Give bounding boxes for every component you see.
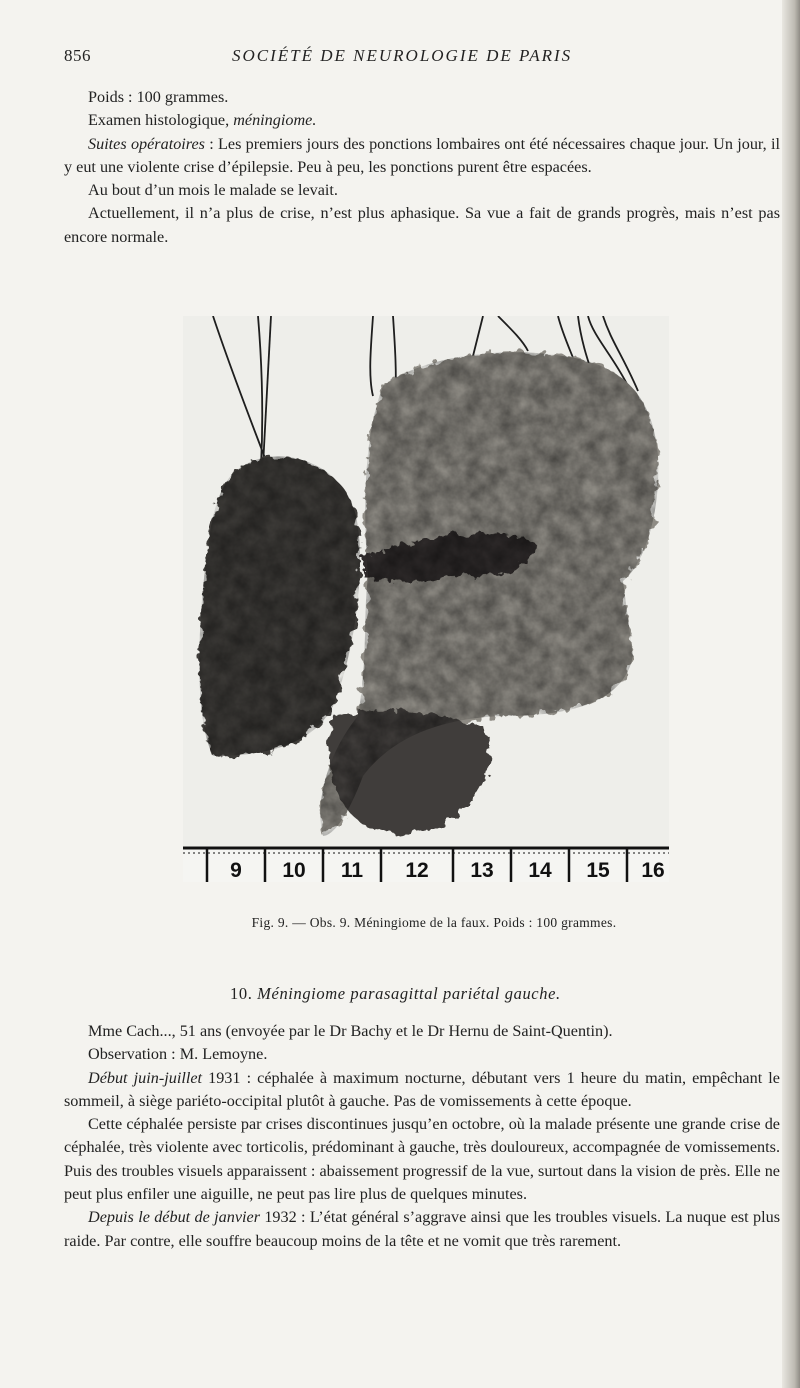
depuis-label: Depuis le début de janvier (88, 1208, 260, 1227)
suites-text: : Les premiers jours des ponctions lombaires ont été nécessaires chaque jour. Un jour, il y eut une violente crise d’épilepsie. Peu à peu, les ponctions purent être espacées. (64, 134, 780, 176)
depuis-text: 1932 : L’état général s’aggrave ainsi que les troubles visuels. La nuque est plus raide. Par contre, elle souffre beaucoup moins de la tête et ne vomit que très rarement. (64, 1208, 781, 1250)
ruler-label-15: 15 (586, 859, 610, 882)
section-title-text: Méningiome parasagittal pariétal gauche. (257, 984, 561, 1003)
measurement-ruler (183, 846, 669, 882)
ruler-label-14: 14 (528, 859, 552, 882)
page-number: 856 (64, 46, 91, 65)
histology-line (64, 109, 780, 132)
running-head (64, 46, 776, 74)
debut-label: Début juin-juillet (88, 1068, 202, 1087)
specimen-photograph (183, 316, 669, 882)
histology-value: méningiome. (233, 111, 317, 130)
histology-label: Examen histologique, (88, 111, 230, 130)
ruler-label-11: 11 (340, 859, 364, 882)
current-paragraph: Actuellement, il n’a plus de crise, n’est plus aphasique. Sa vue a fait de grands progrès, mais n’est pas encore normale. (64, 204, 780, 246)
ruler-label-10: 10 (282, 859, 306, 882)
top-text-block (64, 86, 780, 249)
section-heading (230, 984, 650, 1004)
ruler-label-9: 9 (230, 859, 242, 882)
month-paragraph: Au bout d’un mois le malade se levait. (88, 181, 338, 200)
suites-paragraph (64, 133, 780, 180)
ruler-label-12: 12 (405, 859, 429, 882)
weight-line: Poids : 100 grammes. (88, 88, 229, 106)
debut-text: 1931 : céphalée à maximum nocturne, débutant vers 1 heure du matin, empêchant le sommeil, à siège pariéto-occipital plutôt à gauche. Pas de vomissements à cette époque. (64, 1068, 780, 1110)
specimen-illustration (183, 316, 669, 882)
debut-paragraph (64, 1067, 780, 1114)
figure-caption: Fig. 9. — Obs. 9. Méningiome de la faux. Poids : 100 grammes. (251, 915, 617, 930)
suites-label: Suites opératoires (88, 134, 205, 153)
observation-line: Observation : M. Lemoyne. (88, 1045, 268, 1064)
section-number: 10. (230, 984, 253, 1003)
depuis-paragraph (64, 1206, 780, 1253)
ruler-label-13: 13 (470, 859, 494, 882)
journal-title: SOCIÉTÉ DE NEUROLOGIE DE PARIS (232, 46, 573, 65)
bottom-text-block (64, 1020, 780, 1253)
page-edge-shadow (782, 0, 800, 1388)
cephalee-paragraph: Cette céphalée persiste par crises discontinues jusqu’en octobre, où la malade présente une grande crise de céphalée, très violente avec torticolis, prédominant à gauche, très douloureux, accompagnée de vomissements. Puis des troubles visuels apparaissent : abaissement progressif de la vue, surtout dans la vision de près. Elle ne peut plus enfiler une aiguille, ne peut pas lire plus de quelques minutes. (64, 1115, 780, 1204)
patient-line: Mme Cach..., 51 ans (envoyée par le Dr Bachy et le Dr Hernu de Saint-Quentin). (88, 1022, 613, 1040)
ruler-label-16: 16 (641, 859, 665, 882)
